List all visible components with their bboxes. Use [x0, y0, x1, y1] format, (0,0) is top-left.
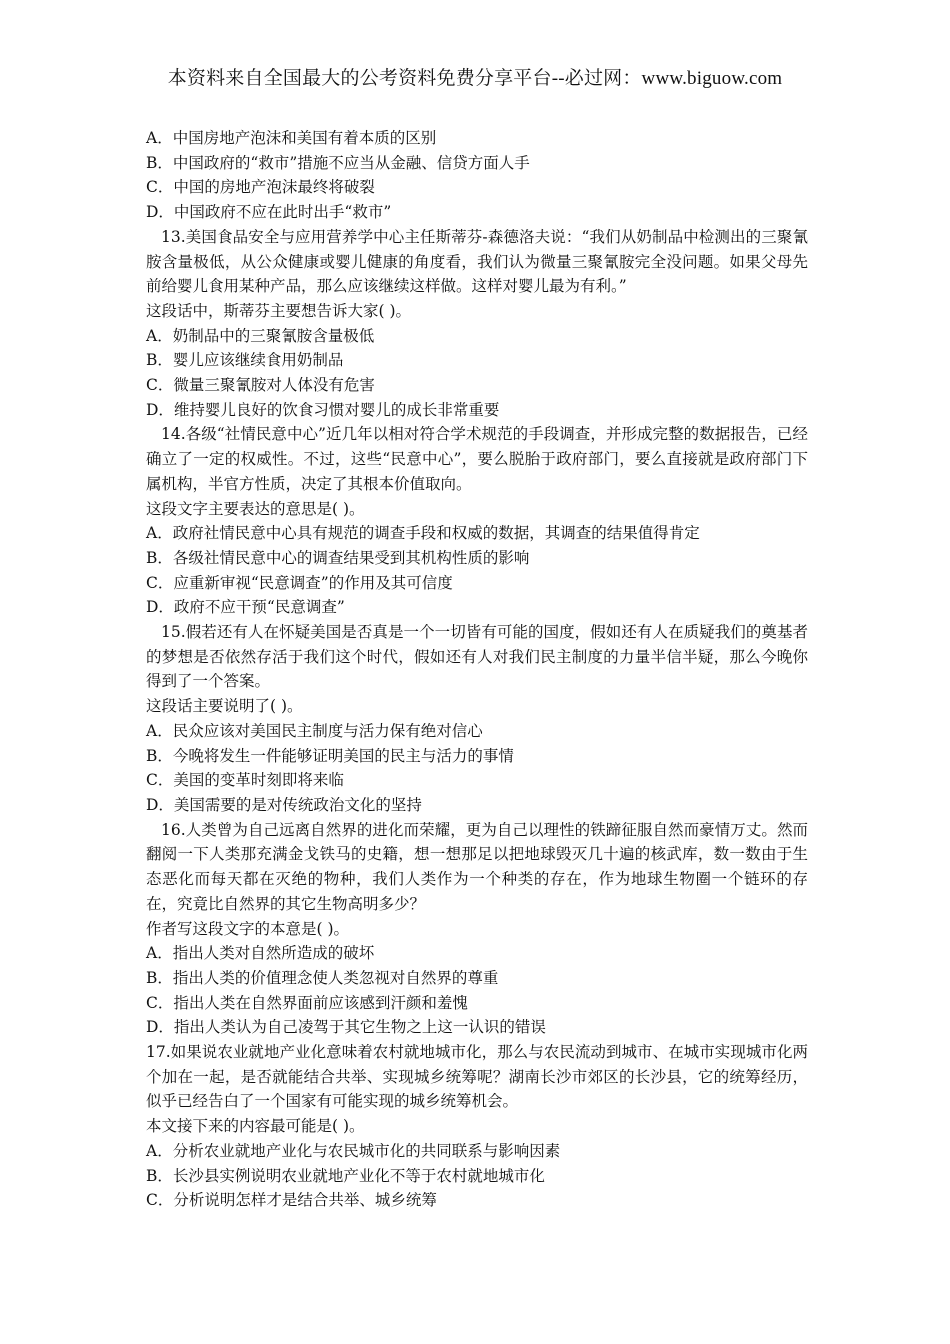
answer-option: C．美国的变革时刻即将来临: [146, 771, 344, 790]
answer-option: C．指出人类在自然界面前应该感到汗颜和羞愧: [146, 993, 468, 1012]
question-paragraph: 16.人类曾为自己远离自然界的进化而荣耀，更为自己以理性的铁蹄征服自然而豪情万丈。然而翻阅一下人类那充满金戈铁马的史籍，想一想那足以把地球毁灭几十遍的核武库，数一数由于生态恶化而每天都在灭绝的物种，我们人类作为一个种类的存在，作为地球生物圈一个链环的存在，究竟比自然界的其它生物高明多少？: [146, 820, 808, 913]
answer-option: A．政府社情民意中心具有规范的调查手段和权威的数据，其调查的结果值得肯定: [146, 524, 700, 543]
answer-option: D．指出人类认为自己凌驾于其它生物之上这一认识的错误: [146, 1018, 546, 1037]
answer-option: D．美国需要的是对传统政治文化的坚持: [146, 795, 422, 814]
page-header: 本资料来自全国最大的公考资料免费分享平台--必过网：www.biguow.com: [167, 68, 783, 89]
question-prompt: 本文接下来的内容最可能是( )。: [146, 1117, 365, 1136]
question-prompt: 这段文字主要表达的意思是( )。: [146, 499, 365, 518]
answer-option: A．指出人类对自然所造成的破坏: [146, 944, 375, 963]
answer-option: C．中国的房地产泡沫最终将破裂: [146, 178, 375, 197]
answer-option: B．长沙县实例说明农业就地产业化不等于农村就地城市化: [146, 1166, 545, 1185]
answer-option: A．奶制品中的三聚氰胺含量极低: [146, 326, 375, 345]
question-prompt: 这段话中，斯蒂芬主要想告诉大家( )。: [146, 301, 412, 320]
document-body: [146, 126, 808, 1213]
question-paragraph: 14.各级“社情民意中心”近几年以相对符合学术规范的手段调查，并形成完整的数据报告，已经确立了一定的权威性。不过，这些“民意中心”，要么脱胎于政府部门，要么直接就是政府部门下属机构，半官方性质，决定了其根本价值取向。: [146, 425, 808, 493]
answer-option: D．中国政府不应在此时出手“救市”: [146, 203, 392, 222]
question-prompt: 作者写这段文字的本意是( )。: [146, 919, 350, 938]
answer-option: B．今晚将发生一件能够证明美国的民主与活力的事情: [146, 746, 514, 765]
answer-option: B．婴儿应该继续食用奶制品: [146, 351, 344, 370]
question-paragraph: 17.如果说农业就地产业化意味着农村就地城市化，那么与农民流动到城市、在城市实现城市化两个加在一起，是否就能结合共举、实现城乡统筹呢？湖南长沙市郊区的长沙县，它的统筹经历，似乎已经告白了一个国家有可能实现的城乡统筹机会。: [146, 1043, 808, 1111]
answer-option: D．维持婴儿良好的饮食习惯对婴儿的成长非常重要: [146, 400, 500, 419]
question-paragraph: 13.美国食品安全与应用营养学中心主任斯蒂芬-森德洛夫说：“我们从奶制品中检测出的三聚氰胺含量极低，从公众健康或婴儿健康的角度看，我们认为微量三聚氰胺完全没问题。如果父母先前给婴儿食用某种产品，那么应该继续这样做。这样对婴儿最为有利。”: [146, 227, 808, 296]
answer-option: C．分析说明怎样才是结合共举、城乡统筹: [146, 1191, 437, 1210]
answer-option: B．指出人类的价值理念使人类忽视对自然界的尊重: [146, 968, 499, 987]
answer-option: A．中国房地产泡沫和美国有着本质的区别: [146, 129, 437, 147]
answer-option: A．民众应该对美国民主制度与活力保有绝对信心: [146, 721, 483, 740]
answer-option: C．微量三聚氰胺对人体没有危害: [146, 376, 375, 395]
question-prompt: 这段话主要说明了( )。: [146, 697, 303, 716]
answer-option: A．分析农业就地产业化与农民城市化的共同联系与影响因素: [146, 1141, 561, 1160]
answer-option: B．各级社情民意中心的调查结果受到其机构性质的影响: [146, 548, 530, 567]
answer-option: C．应重新审视“民意调查”的作用及其可信度: [146, 573, 453, 592]
question-paragraph: 15.假若还有人在怀疑美国是否真是一个一切皆有可能的国度，假如还有人在质疑我们的奠基者的梦想是否依然存活于我们这个时代，假如还有人对我们民主制度的力量半信半疑，那么今晚你得到了一个答案。: [146, 623, 808, 691]
answer-option: D．政府不应干预“民意调查”: [146, 598, 345, 617]
answer-option: B．中国政府的“救市”措施不应当从金融、信贷方面人手: [146, 153, 530, 172]
